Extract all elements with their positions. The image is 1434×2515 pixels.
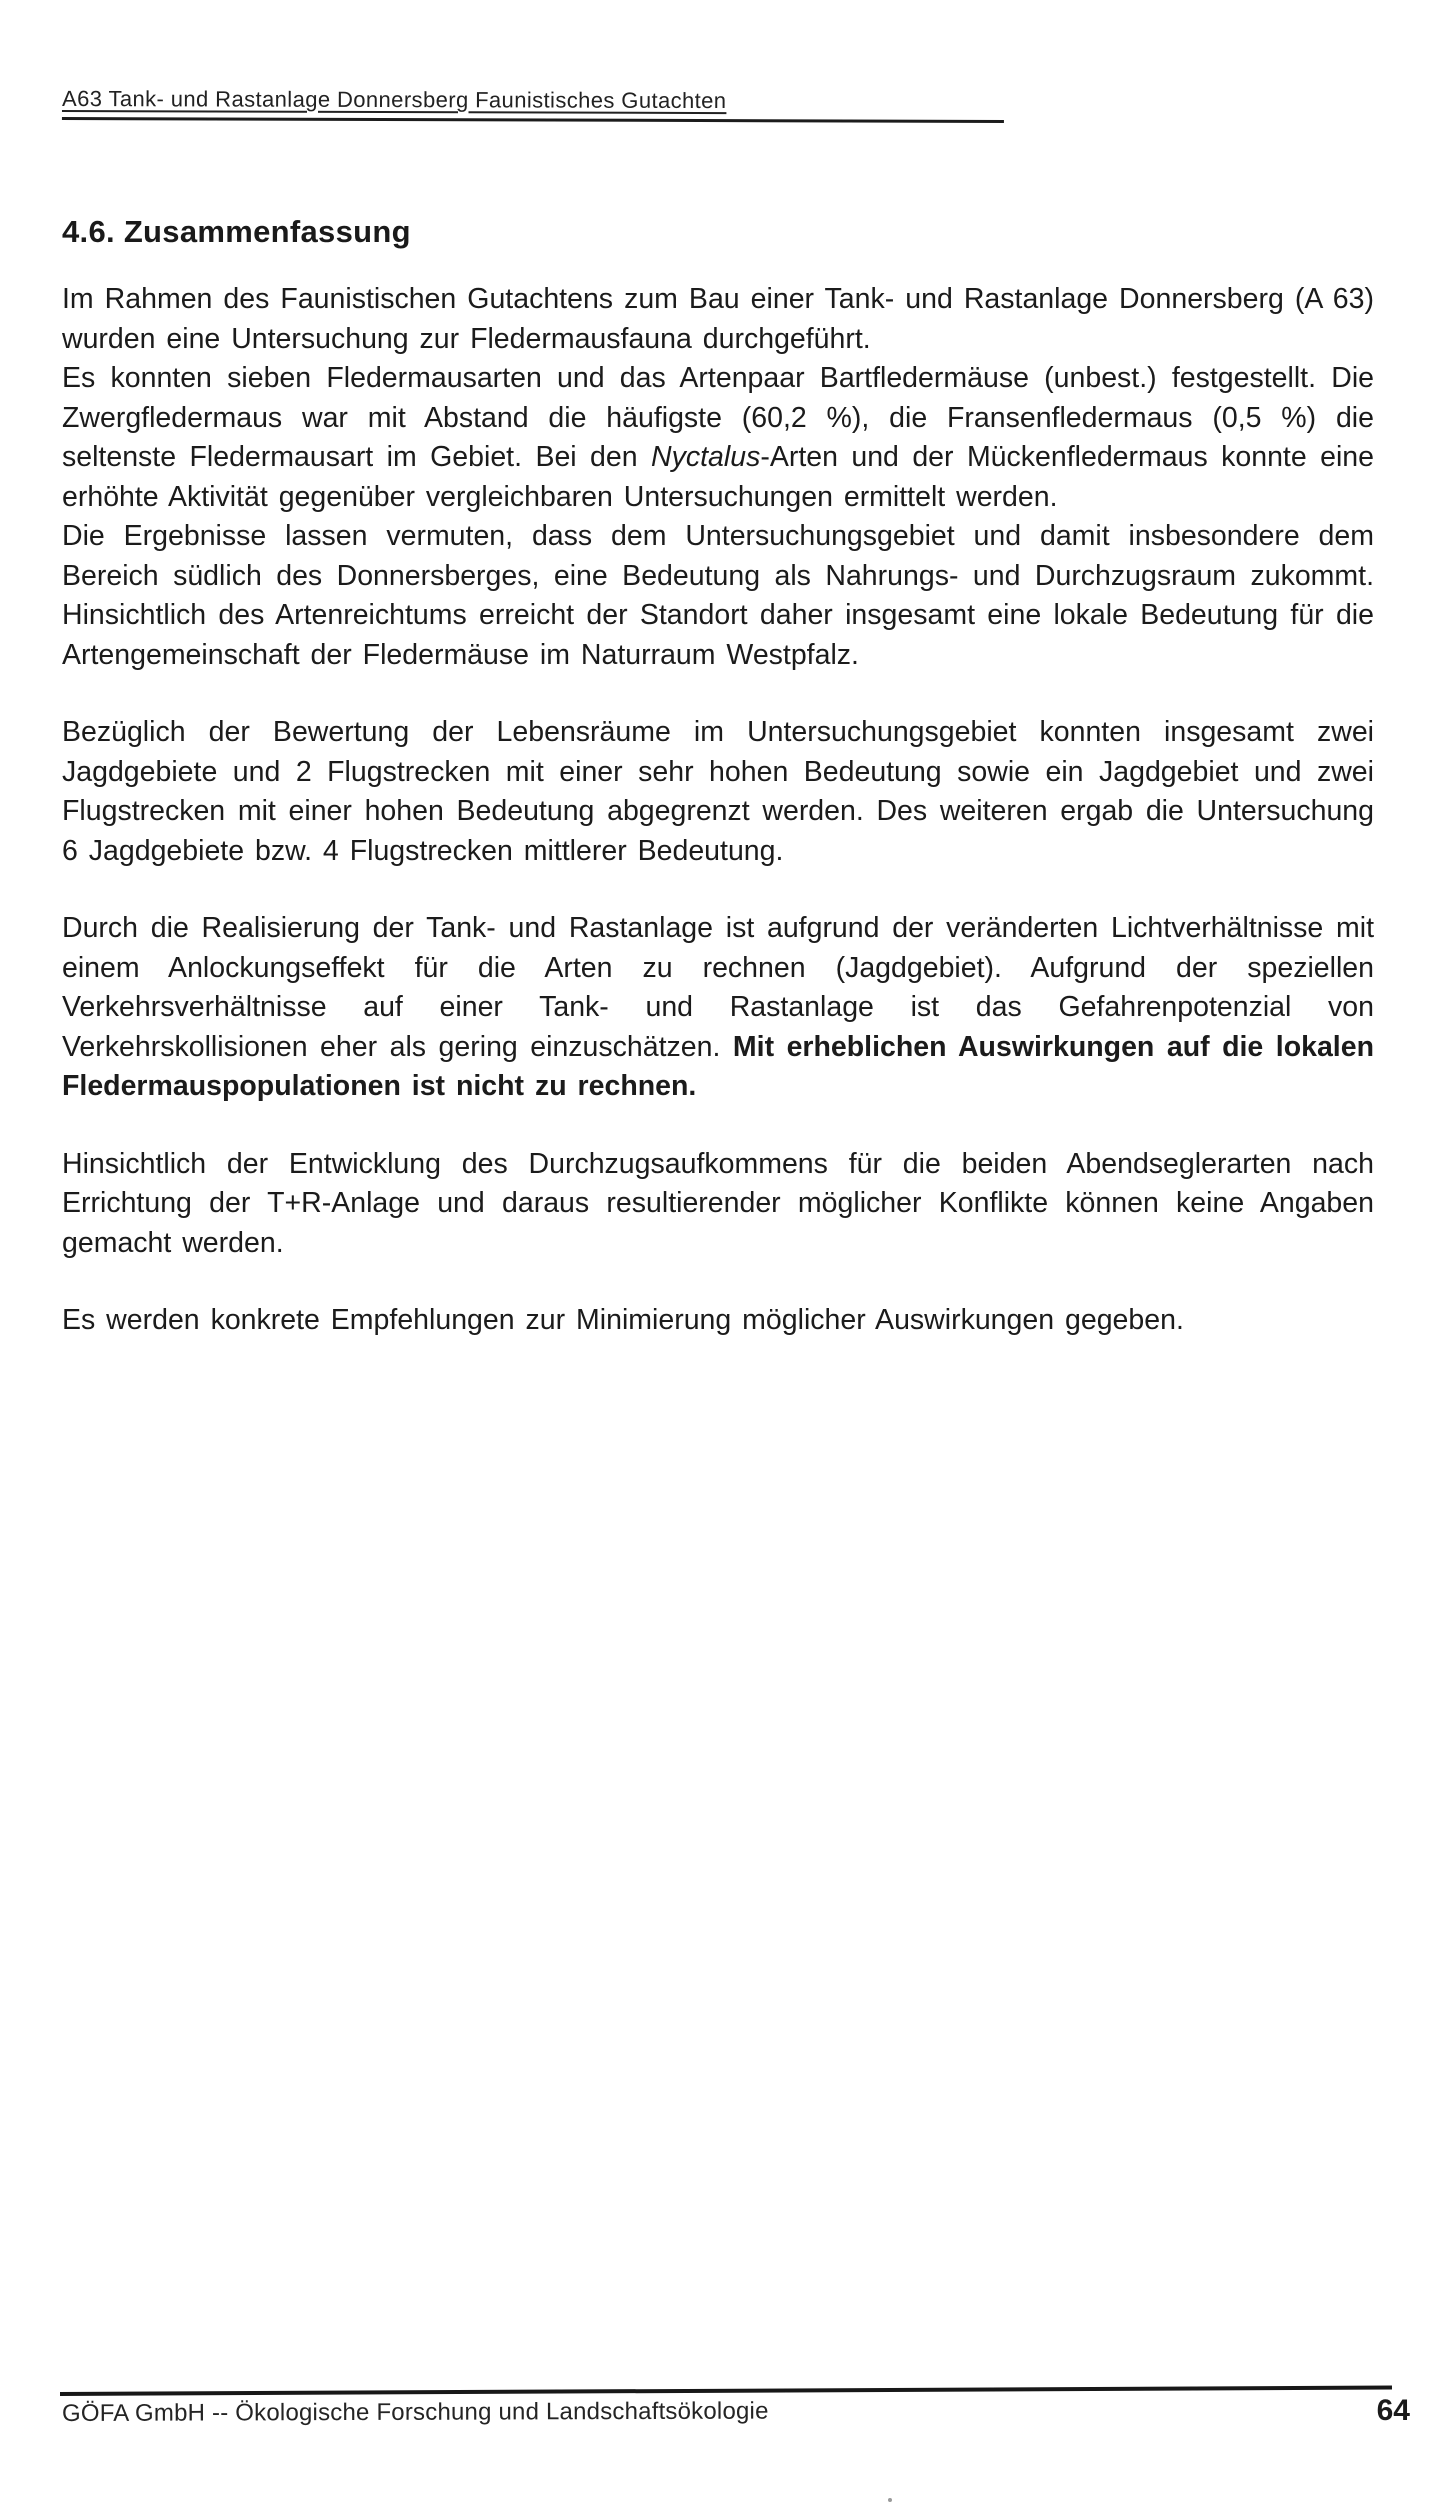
text-run: -Arten und der Mückenfledermaus konnte eine erhöhte Aktivität gegenüber vergleichbaren Untersuchungen ermittelt werden. <box>62 441 1375 513</box>
text-run: Die Ergebnisse lassen vermuten, dass dem Untersuchungsgebiet und damit insbesondere dem Bereich südlich des Donnersberges, eine Bedeutung als Nahrungs- und Durchzugsraum zukommt. Hinsichtlich des Artenreichtums erreicht der Standort daher insgesamt eine lokale Bedeutung für die Artengemeinschaft der Fledermäuse im Naturraum Westpfalz. <box>62 520 1374 671</box>
footer-rule <box>60 2385 1392 2396</box>
paragraph <box>62 280 1374 359</box>
paragraph <box>62 713 1374 871</box>
text-run: Mit erheblichen Auswirkungen auf die lokalen Fledermauspopulationen ist nicht zu rechnen. <box>62 1030 1374 1102</box>
text-run: Es konnten sieben Fledermausarten und das Artenpaar Bartfledermäuse (unbest.) festgestellt. Die Zwergfledermaus war mit Abstand die häufigste (60,2 %), die Fransenfledermaus (0,5 %) die seltenste Fledermausart im Gebiet. Bei den <box>62 362 1374 473</box>
paragraph <box>62 1145 1374 1264</box>
paragraph <box>62 517 1374 675</box>
paragraph <box>62 359 1374 517</box>
scan-artifact-speck <box>888 2498 892 2502</box>
text-run: Durch die Realisierung der Tank- und Rastanlage ist aufgrund der veränderten Lichtverhältnisse mit einem Anlockungseffekt für die Arten zu rechnen (Jagdgebiet). Aufgrund der speziellen Verkehrsverhältnisse auf einer Tank- und Rastanlage ist das Gefahrenpotenzial von Verkehrskollisionen eher als gering einzuschätzen. <box>62 912 1374 1063</box>
footer-row <box>61 2394 1410 2428</box>
paragraph <box>62 1301 1374 1341</box>
page-number: 64 <box>1376 2394 1410 2427</box>
text-run: Hinsichtlich der Entwicklung des Durchzugsaufkommens für die beiden Abendseglerarten nach Errichtung der T+R-Anlage und daraus resultierender möglicher Konflikte können keine Angaben gemacht werden. <box>62 1147 1374 1259</box>
section-heading: 4.6. Zusammenfassung <box>62 213 411 249</box>
text-run: Nyctalus <box>651 441 761 473</box>
body-text <box>62 280 1374 1341</box>
paragraph <box>62 909 1374 1107</box>
text-run: Bezüglich der Bewertung der Lebensräume im Untersuchungsgebiet konnten insgesamt zwei Jagdgebiete und 2 Flugstrecken mit einer sehr hohen Bedeutung sowie ein Jagdgebiet und zwei Flugstrecken mit einer hohen Bedeutung abgegrenzt werden. Des weiteren ergab die Untersuchung 6 Jagdgebiete bzw. 4 Flugstrecken mittlerer Bedeutung. <box>62 716 1374 867</box>
text-run: Es werden konkrete Empfehlungen zur Minimierung möglicher Auswirkungen gegeben. <box>62 1304 1184 1336</box>
running-header <box>62 86 1004 123</box>
footer-company: GÖFA GmbH -- Ökologische Forschung und Landschaftsökologie <box>61 2397 769 2427</box>
running-header-title: A63 Tank- und Rastanlage Donnersberg Faunistisches Gutachten <box>61 86 727 114</box>
text-run: Im Rahmen des Faunistischen Gutachtens zum Bau einer Tank- und Rastanlage Donnersberg (A 63) wurden eine Untersuchung zur Fledermausfauna durchgeführt. <box>62 283 1374 355</box>
